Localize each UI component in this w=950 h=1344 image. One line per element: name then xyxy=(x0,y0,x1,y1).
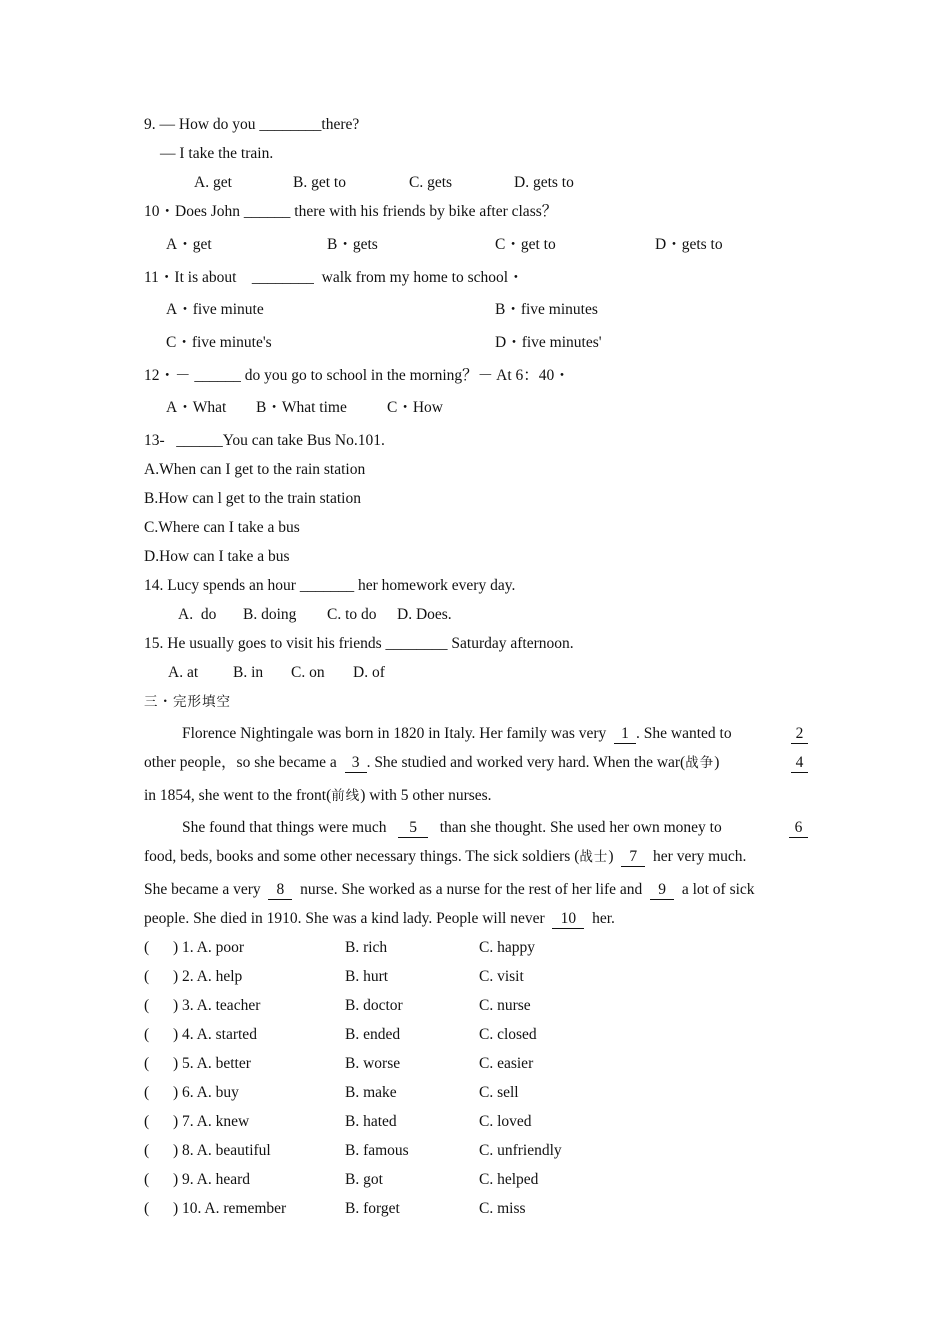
answer-paren: ( xyxy=(144,1200,150,1217)
blank-8: 8 xyxy=(268,881,292,900)
cloze-option-b: B. doctor xyxy=(345,997,403,1014)
cloze-option-c: C. helped xyxy=(479,1171,539,1188)
cloze-option-c: C. happy xyxy=(479,939,535,956)
question-10-stem: 10・Does John ______ there with his friends by bike after class？ xyxy=(144,203,558,220)
question-14-option-a: A. do xyxy=(178,606,217,623)
question-9-option-a: A. get xyxy=(194,174,232,191)
question-9-option-d: D. gets to xyxy=(514,174,574,191)
cloze-option-a: ) 1. A. poor xyxy=(173,939,245,956)
question-13-option-a: A.When can I get to the rain station xyxy=(144,461,366,478)
blank-10: 10 xyxy=(552,910,584,929)
question-9-option-b: B. get to xyxy=(293,174,346,191)
question-14-option-b: B. doing xyxy=(243,606,297,623)
question-11-option-c: C・five minute's xyxy=(166,334,272,351)
blank-3: 3 xyxy=(345,754,367,773)
cloze-option-a: ) 10. A. remember xyxy=(173,1200,287,1217)
section-3-heading: 三・完形填空 xyxy=(144,694,231,710)
question-14-option-d: D. Does. xyxy=(397,606,452,623)
passage-line xyxy=(791,753,808,773)
question-13-option-b: B.How can l get to the train station xyxy=(144,490,361,507)
blank-7: 7 xyxy=(621,848,645,867)
answer-paren: ( xyxy=(144,1026,150,1043)
cloze-option-b: B. rich xyxy=(345,939,388,956)
question-15-option-d: D. of xyxy=(353,664,385,681)
passage-line: other people，so she became a 3 . She studied and worked very hard. When the war(战争) xyxy=(144,754,720,771)
question-14-stem: 14. Lucy spends an hour _______ her homework every day. xyxy=(144,577,516,594)
blank-1: 1 xyxy=(614,725,636,744)
question-12-option-a: A・What xyxy=(166,399,227,416)
cloze-option-c: C. loved xyxy=(479,1113,532,1130)
question-9-reply: — I take the train. xyxy=(160,145,274,162)
answer-paren: ( xyxy=(144,997,150,1014)
cloze-option-a: ) 8. A. beautiful xyxy=(173,1142,271,1159)
question-13-option-d: D.How can I take a bus xyxy=(144,548,290,565)
passage-line: She became a very 8 nurse. She worked as a nurse for the rest of her life and 9 a lot of sick xyxy=(144,881,755,898)
cloze-option-a: ) 4. A. started xyxy=(173,1026,257,1043)
blank-2: 2 xyxy=(791,725,808,744)
question-15-option-b: B. in xyxy=(233,664,264,681)
question-15-option-a: A. at xyxy=(168,664,199,681)
cloze-option-b: B. ended xyxy=(345,1026,401,1043)
question-12-option-b: B・What time xyxy=(256,399,347,416)
cloze-option-c: C. closed xyxy=(479,1026,537,1043)
question-9-stem: 9. — How do you ________there? xyxy=(144,116,360,133)
question-14-option-c: C. to do xyxy=(327,606,377,623)
cloze-option-b: B. forget xyxy=(345,1200,400,1217)
cloze-option-a: ) 2. A. help xyxy=(173,968,243,985)
question-11-stem: 11・It is about ________ walk from my home to school・ xyxy=(144,269,524,286)
passage-line xyxy=(789,818,808,838)
cloze-option-a: ) 9. A. heard xyxy=(173,1171,251,1188)
cloze-option-b: B. worse xyxy=(345,1055,401,1072)
question-12-option-c: C・How xyxy=(387,399,443,416)
cloze-option-b: B. make xyxy=(345,1084,397,1101)
passage-line: Florence Nightingale was born in 1820 in Italy. Her family was very 1 . She wanted to xyxy=(182,725,732,742)
passage-line: people. She died in 1910. She was a kind lady. People will never 10 her. xyxy=(144,910,615,927)
answer-paren: ( xyxy=(144,1055,150,1072)
cloze-option-a: ) 6. A. buy xyxy=(173,1084,239,1101)
cloze-option-c: C. miss xyxy=(479,1200,526,1217)
question-11-option-a: A・five minute xyxy=(166,301,264,318)
answer-paren: ( xyxy=(144,968,150,985)
cloze-option-b: B. hated xyxy=(345,1113,397,1130)
cloze-option-b: B. got xyxy=(345,1171,383,1188)
passage-line xyxy=(791,724,808,744)
cloze-option-b: B. famous xyxy=(345,1142,409,1159)
passage-line: She found that things were much 5 than she thought. She used her own money to xyxy=(182,819,722,836)
question-12-stem: 12・－ ______ do you go to school in the morning？－ At 6：40・ xyxy=(144,367,570,384)
question-11-option-b: B・five minutes xyxy=(495,301,598,318)
blank-9: 9 xyxy=(650,881,674,900)
answer-paren: ( xyxy=(144,1171,150,1188)
question-10-option-a: A・get xyxy=(166,236,212,253)
cloze-option-a: ) 5. A. better xyxy=(173,1055,251,1072)
passage-line: in 1854, she went to the front(前线) with 5 other nurses. xyxy=(144,787,492,804)
question-11-option-d: D・five minutes' xyxy=(495,334,602,351)
cloze-option-c: C. easier xyxy=(479,1055,534,1072)
answer-paren: ( xyxy=(144,1113,150,1130)
blank-5: 5 xyxy=(398,819,428,838)
passage-line: food, beds, books and some other necessary things. The sick soldiers (战士) 7 her very much. xyxy=(144,848,747,865)
cloze-option-c: C. sell xyxy=(479,1084,519,1101)
question-9-option-c: C. gets xyxy=(409,174,453,191)
answer-paren: ( xyxy=(144,1084,150,1101)
cloze-option-c: C. unfriendly xyxy=(479,1142,562,1159)
question-10-option-d: D・gets to xyxy=(655,236,723,253)
question-15-option-c: C. on xyxy=(291,664,325,681)
blank-4: 4 xyxy=(791,754,808,773)
question-10-option-b: B・gets xyxy=(327,236,378,253)
blank-6: 6 xyxy=(789,819,808,838)
answer-paren: ( xyxy=(144,939,150,956)
question-13-option-c: C.Where can I take a bus xyxy=(144,519,300,536)
cloze-option-b: B. hurt xyxy=(345,968,389,985)
question-10-option-c: C・get to xyxy=(495,236,556,253)
answer-paren: ( xyxy=(144,1142,150,1159)
question-13-stem: 13- ______You can take Bus No.101. xyxy=(144,432,385,449)
cloze-option-c: C. nurse xyxy=(479,997,531,1014)
cloze-option-a: ) 7. A. knew xyxy=(173,1113,250,1130)
cloze-option-a: ) 3. A. teacher xyxy=(173,997,261,1014)
cloze-option-c: C. visit xyxy=(479,968,524,985)
question-15-stem: 15. He usually goes to visit his friends ________ Saturday afternoon. xyxy=(144,635,574,652)
